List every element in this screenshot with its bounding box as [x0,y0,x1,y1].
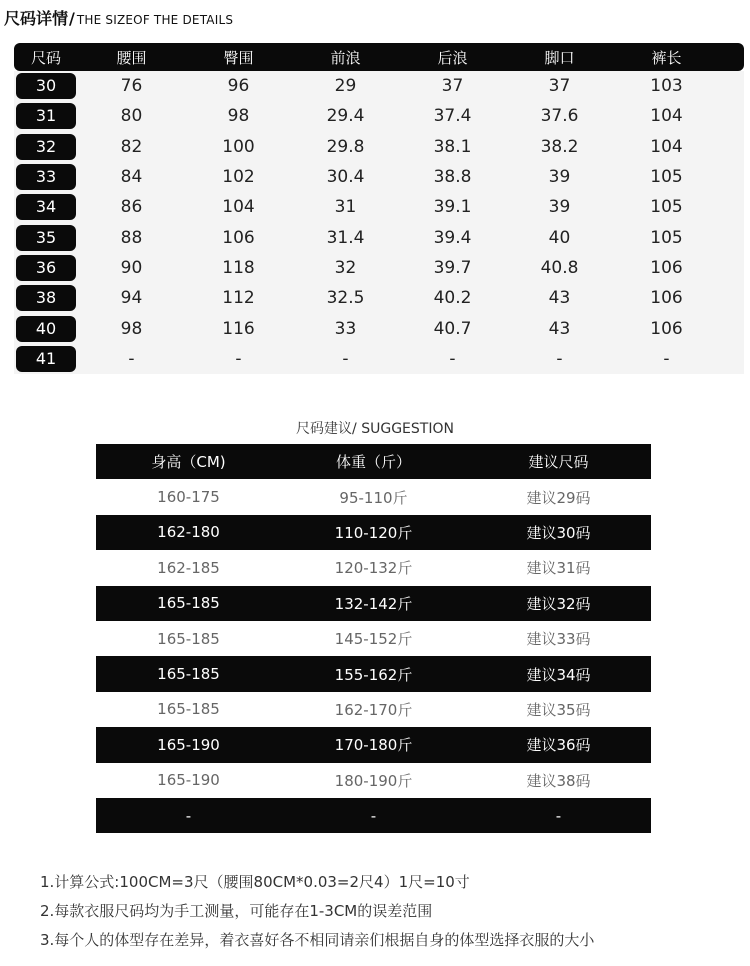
suggestion-header-weight: 体重（斤） [335,453,411,472]
suggestion-cell-weight: - [370,806,377,825]
size-cell-front-rise: 30.4 [326,167,365,188]
size-cell-hip: - [235,348,242,369]
suggestion-cell-weight: 162-170斤 [334,700,413,719]
size-cell-hip: 100 [222,136,255,157]
size-cell-back-rise: 37 [441,76,464,97]
suggestion-cell-weight: 120-132斤 [334,559,413,578]
size-cell-length: 105 [650,197,683,218]
suggestion-table-body [96,479,651,833]
size-cell-length: 105 [650,227,683,248]
size-cell-length: 104 [650,106,683,127]
size-cell-front-rise: 31.4 [326,227,365,248]
suggestion-cell-height: - [185,806,192,825]
size-cell-waist: 94 [120,288,143,309]
suggestion-cell-height: 160-175 [157,488,220,507]
header-cell-hem: 脚口 [544,48,575,67]
suggestion-cell-height: 162-185 [157,558,220,577]
size-cell-hem: 43 [548,288,571,309]
suggestion-row [96,586,651,621]
size-table-row [14,253,744,283]
size-cell-hip: 104 [222,197,255,218]
notes-list [40,868,740,955]
size-cell-waist: 90 [120,257,143,278]
suggestion-cell-height: 165-185 [157,594,220,613]
size-cell-size [14,164,78,190]
size-table-row [14,101,744,131]
suggestion-cell-size: 建议35码 [526,700,591,719]
title-english: THE SIZEOF THE DETAILS [76,13,234,27]
size-cell-size [14,346,78,372]
size-cell-back-rise: 37.4 [433,106,472,127]
header-cell-waist: 腰围 [116,48,147,67]
size-cell-front-rise: 29.8 [326,136,365,157]
size-cell-back-rise: 39.7 [433,257,472,278]
size-cell-length: 106 [650,257,683,278]
suggestion-table [96,444,651,833]
size-cell-hem: 38.2 [540,136,579,157]
size-cell-size [14,225,78,251]
size-cell-hem: 40.8 [540,257,579,278]
suggestion-cell-weight: 170-180斤 [334,736,413,755]
size-cell-back-rise: 38.1 [433,136,472,157]
size-cell-size [14,73,78,99]
suggestion-cell-size: 建议33码 [526,630,591,649]
suggestion-cell-height: 165-185 [157,700,220,719]
size-cell-length: 105 [650,167,683,188]
size-label-badge: 41 [16,346,76,372]
note-line: 3.每个人的体型存在差异，着衣喜好各不相同请亲们根据自身的体型选择衣服的大小 [40,931,595,949]
size-cell-size [14,285,78,311]
size-cell-size [14,194,78,220]
size-cell-back-rise: 40.2 [433,288,472,309]
suggestion-cell-size: - [555,806,562,825]
note-line: 2.每款衣服尺码均为手工测量，可能存在1-3CM的误差范围 [40,902,433,920]
size-cell-front-rise: 32 [334,257,357,278]
size-cell-size [14,103,78,129]
size-table-row [14,313,744,343]
header-cell-back-rise: 后浪 [437,48,468,67]
size-table-header [14,43,744,71]
suggestion-cell-size: 建议30码 [526,523,591,542]
size-cell-hem: 39 [548,197,571,218]
size-cell-back-rise: 39.4 [433,227,472,248]
size-cell-waist: 98 [120,318,143,339]
page-title [4,6,233,29]
title-separator: / [69,9,75,28]
size-table-row [14,192,744,222]
size-cell-hip: 112 [222,288,255,309]
size-cell-hem: 40 [548,227,571,248]
suggestion-cell-size: 建议34码 [526,665,591,684]
note-line: 1.计算公式:100CM=3尺（腰围80CM*0.03=2尺4）1尺=10寸 [40,873,470,891]
size-cell-hip: 118 [222,257,255,278]
suggestion-row [96,656,651,691]
size-label-badge: 35 [16,225,76,251]
size-cell-front-rise: - [342,348,349,369]
size-cell-back-rise: 39.1 [433,197,472,218]
suggestion-header-height: 身高（CM) [151,453,226,472]
size-cell-front-rise: 29 [334,76,357,97]
suggestion-row [96,727,651,762]
suggestion-cell-height: 165-190 [157,771,220,790]
size-cell-back-rise: 40.7 [433,318,472,339]
header-cell-hip: 臀围 [223,48,254,67]
size-cell-size [14,255,78,281]
size-cell-back-rise: 38.8 [433,167,472,188]
size-cell-hip: 98 [227,106,250,127]
size-label-badge: 33 [16,164,76,190]
size-table-row [14,71,744,101]
suggestion-cell-height: 165-185 [157,629,220,648]
size-cell-hip: 106 [222,227,255,248]
header-cell-size: 尺码 [30,48,61,67]
suggestion-cell-height: 165-190 [157,735,220,754]
size-table-body [14,71,744,374]
suggestion-row [96,515,651,550]
suggestion-cell-weight: 95-110斤 [339,488,408,507]
suggestion-cell-weight: 180-190斤 [334,771,413,790]
size-cell-front-rise: 31 [334,197,357,218]
size-table-row [14,344,744,374]
size-cell-hip: 116 [222,318,255,339]
size-cell-length: 104 [650,136,683,157]
suggestion-cell-size: 建议38码 [526,771,591,790]
suggestion-cell-weight: 155-162斤 [334,665,413,684]
size-cell-waist: 86 [120,197,143,218]
suggestion-cell-size: 建议36码 [526,736,591,755]
suggestion-cell-size: 建议31码 [526,559,591,578]
suggestion-row [96,550,651,585]
size-table-row [14,162,744,192]
size-cell-length: 106 [650,318,683,339]
size-label-badge: 34 [16,194,76,220]
size-cell-hem: 43 [548,318,571,339]
size-cell-hem: 37 [548,76,571,97]
size-label-badge: 40 [16,316,76,342]
size-cell-hem: 39 [548,167,571,188]
suggestion-row [96,692,651,727]
size-label-badge: 30 [16,73,76,99]
size-cell-back-rise: - [449,348,456,369]
size-label-badge: 31 [16,103,76,129]
size-cell-front-rise: 32.5 [326,288,365,309]
size-table-row [14,132,744,162]
size-cell-hip: 96 [227,76,250,97]
size-cell-front-rise: 33 [334,318,357,339]
size-label-badge: 38 [16,285,76,311]
suggestion-cell-size: 建议29码 [526,488,591,507]
suggestion-title: 尺码建议/ SUGGESTION [296,421,454,437]
header-cell-front-rise: 前浪 [330,48,361,67]
size-cell-size [14,134,78,160]
suggestion-row [96,798,651,833]
suggestion-cell-weight: 110-120斤 [334,523,413,542]
suggestion-cell-weight: 145-152斤 [334,630,413,649]
suggestion-cell-size: 建议32码 [526,594,591,613]
size-cell-waist: 88 [120,227,143,248]
size-cell-length: 103 [650,76,683,97]
suggestion-row [96,763,651,798]
size-cell-waist: 76 [120,76,143,97]
suggestion-header-row [96,444,651,479]
size-cell-length: - [663,348,670,369]
suggestion-row [96,621,651,656]
size-cell-hem: - [556,348,563,369]
size-cell-waist: 82 [120,136,143,157]
size-cell-waist: 84 [120,167,143,188]
header-cell-length: 裤长 [651,48,682,67]
size-table-row [14,222,744,252]
size-cell-hip: 102 [222,167,255,188]
suggestion-header-size: 建议尺码 [528,453,589,472]
suggestion-cell-weight: 132-142斤 [334,594,413,613]
size-cell-waist: - [128,348,135,369]
title-chinese: 尺码详情 [4,9,69,28]
size-cell-size [14,316,78,342]
suggestion-cell-height: 165-185 [157,665,220,684]
size-label-badge: 32 [16,134,76,160]
size-cell-hem: 37.6 [540,106,579,127]
size-cell-length: 106 [650,288,683,309]
size-cell-front-rise: 29.4 [326,106,365,127]
suggestion-row [96,479,651,514]
size-label-badge: 36 [16,255,76,281]
suggestion-cell-height: 162-180 [157,523,220,542]
size-table-row [14,283,744,313]
size-cell-waist: 80 [120,106,143,127]
